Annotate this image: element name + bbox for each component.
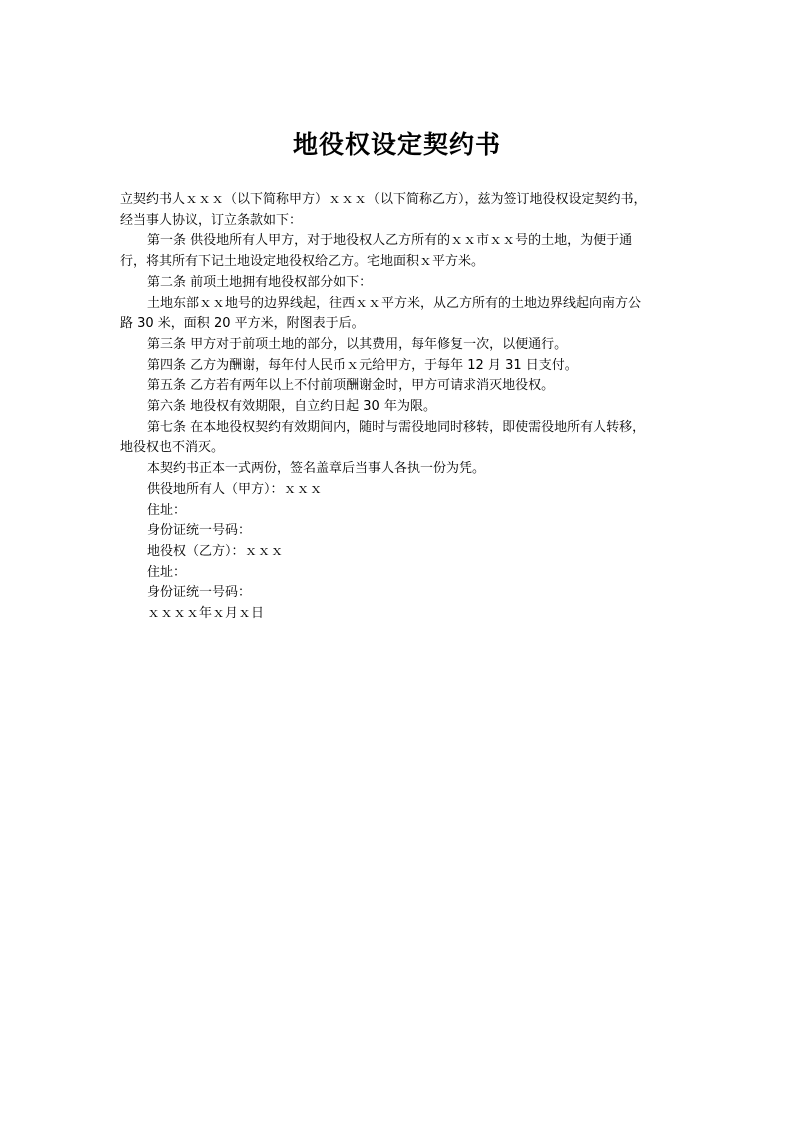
article-2: 第二条 前项土地拥有地役权部分如下： <box>147 274 373 290</box>
land-description-line-1: 土地东部ｘｘ地号的边界线起，往西ｘｘ平方米，从乙方所有的土地边界线起向南方公 <box>147 295 642 311</box>
party-b-id-number: 身份证统一号码： <box>147 585 252 601</box>
copies-clause: 本契约书正本一式两份，签名盖章后当事人各执一份为凭。 <box>147 461 486 477</box>
article-7-line-1: 第七条 在本地役权契约有效期间内，随时与需役地同时移转，即使需役地所有人转移， <box>147 419 646 435</box>
document-body <box>120 190 680 625</box>
party-a-id-number: 身份证统一号码： <box>147 523 252 539</box>
article-5: 第五条 乙方若有两年以上不付前项酬谢金时，甲方可请求消灭地役权。 <box>147 378 555 394</box>
preamble-line-1: 立契约书人ｘｘｘ（以下简称甲方）ｘｘｘ（以下简称乙方），兹为签订地役权设定契约书， <box>120 192 647 207</box>
party-a-address: 住址： <box>147 502 187 518</box>
article-7-line-2: 地役权也不消灭。 <box>120 440 225 456</box>
party-a-signature: 供役地所有人（甲方）：ｘｘｘ <box>147 481 323 497</box>
party-b-address: 住址： <box>147 564 187 580</box>
article-6: 第六条 地役权有效期限，自立约日起 30 年为限。 <box>147 399 436 415</box>
article-3: 第三条 甲方对于前项土地的部分，以其费用，每年修复一次，以便通行。 <box>147 336 568 352</box>
article-4: 第四条 乙方为酬谢，每年付人民币ｘ元给甲方，于每年 12 月 31 日支付。 <box>147 357 578 373</box>
preamble-line-2: 经当事人协议，订立条款如下： <box>120 212 303 228</box>
document-title: 地役权设定契约书 <box>292 130 501 159</box>
signing-date: ｘｘｘｘ年ｘ月ｘ日 <box>147 606 265 622</box>
land-description-line-2: 路 30 米，面积 20 平方米，附图表于后。 <box>120 316 365 332</box>
party-b-signature: 地役权（乙方）：ｘｘｘ <box>147 543 284 559</box>
article-1-line-1: 第一条 供役地所有人甲方，对于地役权人乙方所有的ｘｘ市ｘｘ号的土地，为便于通 <box>147 233 633 249</box>
article-1-line-2: 行，将其所有下记土地设定地役权给乙方。宅地面积ｘ平方米。 <box>120 254 485 270</box>
